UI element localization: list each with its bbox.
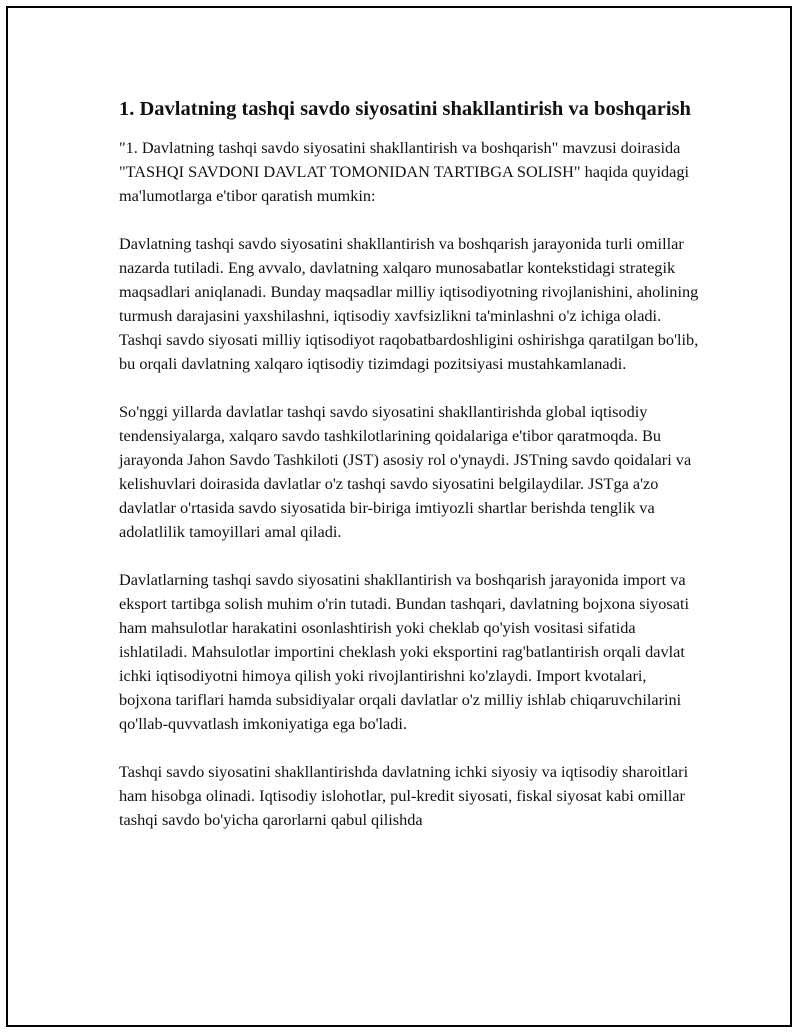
paragraph-import-export: Davlatlarning tashqi savdo siyosatini shakllantirish va boshqarish jarayonida import va eksport tartibga solish muhim o'rin tutadi. Bundan tashqari, davlatning bojxona siyosati ham mahsulotlar harakatini osonlashtirish yoki cheklab qo'yish vositasi sifatida ishlatiladi. Mahsulotlar importini cheklash yoki eksportini rag'batlantirish orqali davlat ichki iqtisodiyotni himoya qilish yoki rivojlantirishni ko'zlaydi. Import kvotalari, bojxona tariflari hamda subsidiyalar orqali davlatlar o'z milliy ishlab chiqaruvchilarini qo'llab-quvvatlash imkoniyatiga ega bo'ladi. [119, 570, 689, 733]
paragraph-wto: So'nggi yillarda davlatlar tashqi savdo siyosatini shakllantirishda global iqtisodiy tendensiyalarga, xalqaro savdo tashkilotlarining qoidalariga e'tibor qaratmoqda. Bu jarayonda Jahon Savdo Tashkiloti (JST) asosiy rol o'ynaydi. JSTning savdo qoidalari va kelishuvlari doirasida davlatlar o'z tashqi savdo siyosatini belgilaydilar. JSTga a'zo davlatlar o'rtasida savdo siyosatida bir-biriga imtiyozli shartlar berishda tenglik va adolatlilik tamoyillari amal qiladi. [119, 402, 692, 541]
paragraph-strategic-goals: Davlatning tashqi savdo siyosatini shakllantirish va boshqarish jarayonida turli omillar nazarda tutiladi. Eng avvalo, davlatning xalqaro munosabatlar kontekstidagi strategik maqsadlari aniqlanadi. Bunday maqsadlar milliy iqtisodiyotning rivojlanishini, aholining turmush darajasini yaxshilashni, iqtisodiy xavfsizlikni ta'minlashni o'z ichiga oladi. Tashqi savdo siyosati milliy iqtisodiyot raqobatbardoshligini oshirishga qaratilgan bo'lib, bu orqali davlatning xalqaro iqtisodiy tizimdagi pozitsiyasi mustahkamlanadi. [119, 234, 699, 373]
section-heading: 1. Davlatning tashqi savdo siyosatini shakllantirish va boshqarish [119, 98, 691, 120]
document-body [119, 96, 699, 856]
paragraph-internal-conditions: Tashqi savdo siyosatini shakllantirishda davlatning ichki siyosiy va iqtisodiy sharoitlari ham hisobga olinadi. Iqtisodiy islohotlar, pul-kredit siyosati, fiskal siyosat kabi omillar tashqi savdo bo'yicha qarorlarni qabul qilishda [119, 762, 689, 829]
paragraph-intro: "1. Davlatning tashqi savdo siyosatini shakllantirish va boshqarish" mavzusi doirasida "TASHQI SAVDONI DAVLAT TOMONIDAN TARTIBGA SOLISH" haqida quyidagi ma'lumotlarga e'tibor qaratish mumkin: [119, 138, 690, 205]
document-page [6, 6, 792, 1027]
